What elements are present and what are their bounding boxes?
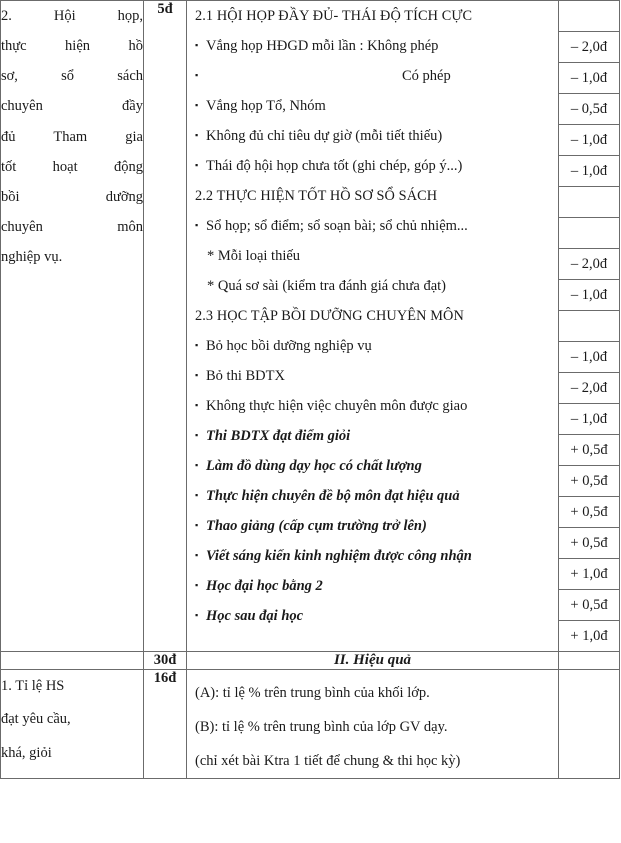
- points-value: [559, 310, 619, 341]
- criterion-line: thực hiện hồ: [1, 38, 143, 55]
- content-item: ▪Bỏ thi BDTX: [187, 361, 558, 391]
- points-column: [559, 670, 620, 779]
- content-item: ▪Không đủ chỉ tiêu dự giờ (mỗi tiết thiếu): [187, 121, 558, 151]
- points-value: + 1,0đ: [559, 620, 619, 651]
- points-value: + 0,5đ: [559, 465, 619, 496]
- square-bullet-icon: [195, 61, 206, 90]
- criterion-cell: [1, 670, 144, 779]
- points-column: [559, 1, 620, 652]
- points-value: – 1,0đ: [559, 124, 619, 155]
- criterion-line: chuyên đầy: [1, 98, 143, 115]
- criterion-line: đạt yêu cầu,: [1, 711, 71, 728]
- criterion-line: khá, giỏi: [1, 744, 52, 761]
- points-value: [559, 1, 619, 31]
- points-value: + 0,5đ: [559, 589, 619, 620]
- content-item: ▪Viết sáng kiến kinh nghiệm được công nhận: [187, 541, 558, 571]
- points-value: [559, 186, 619, 217]
- points-value: + 1,0đ: [559, 558, 619, 589]
- content-item: ▪Thái độ hội họp chưa tốt (ghi chép, góp ý...): [187, 151, 558, 181]
- criterion-line: sơ, sổ sách: [1, 68, 143, 85]
- square-bullet-icon: [195, 601, 206, 630]
- square-bullet-icon: [195, 121, 206, 150]
- points-value: + 0,5đ: [559, 434, 619, 465]
- content-heading: 2.2 THỰC HIỆN TỐT HỒ SƠ SỔ SÁCH: [195, 188, 438, 204]
- points-value: – 1,0đ: [559, 341, 619, 372]
- content-item: ▪Bỏ học bồi dưỡng nghiệp vụ: [187, 331, 558, 361]
- section-title: II. Hiệu quả: [187, 652, 559, 670]
- section-row: [1, 652, 620, 670]
- square-bullet-icon: [195, 151, 206, 180]
- table-row: [1, 1, 620, 652]
- criterion-line: 1. Tỉ lệ HS: [1, 678, 65, 694]
- points-value: + 0,5đ: [559, 527, 619, 558]
- criterion-line: bồi dưỡng: [1, 188, 143, 205]
- criterion-line: chuyên môn: [1, 219, 143, 236]
- section-score: 30đ: [144, 652, 187, 670]
- criterion-score: 5đ: [144, 1, 187, 652]
- points-value: – 2,0đ: [559, 31, 619, 62]
- square-bullet-icon: [195, 451, 206, 480]
- points-value: + 0,5đ: [559, 496, 619, 527]
- content-heading: 2.3 HỌC TẬP BỒI DƯỠNG CHUYÊN MÔN: [195, 308, 464, 324]
- content-item: ▪Vắng họp HĐGD mỗi lần : Không phép: [187, 31, 558, 61]
- section-criterion: [1, 652, 144, 670]
- square-bullet-icon: [195, 391, 206, 420]
- square-bullet-icon: [195, 361, 206, 390]
- content-item: (chỉ xét bài Ktra 1 tiết để chung & thi học kỳ): [195, 753, 461, 769]
- square-bullet-icon: [195, 481, 206, 510]
- content-heading: 2.1 HỘI HỌP ĐẦY ĐỦ- THÁI ĐỘ TÍCH CỰC: [195, 8, 473, 24]
- content-item: ▪Không thực hiện việc chuyên môn được giao: [187, 391, 558, 421]
- square-bullet-icon: [195, 541, 206, 570]
- points-value: – 1,0đ: [559, 279, 619, 310]
- content-item: ▪Có phép: [187, 61, 558, 91]
- section-points: [559, 652, 620, 670]
- square-bullet-icon: [195, 91, 206, 120]
- content-subitem: * Quá sơ sài (kiểm tra đánh giá chưa đạt): [207, 278, 446, 294]
- square-bullet-icon: [195, 511, 206, 540]
- square-bullet-icon: [195, 421, 206, 450]
- criterion-line: đủ Tham gia: [1, 128, 143, 145]
- content-item: ▪Làm đồ dùng dạy học có chất lượng: [187, 451, 558, 481]
- square-bullet-icon: [195, 331, 206, 360]
- content-item: ▪Học sau đại học: [187, 601, 558, 631]
- content-item: ▪Sổ họp; sổ điểm; sổ soạn bài; sổ chủ nhiệm...: [187, 211, 558, 241]
- content-item: (A): tỉ lệ % trên trung bình của khối lớp.: [195, 685, 430, 701]
- points-value: [559, 217, 619, 248]
- table-row: [1, 670, 620, 779]
- content-item: ▪Thực hiện chuyên đề bộ môn đạt hiệu quả: [187, 481, 558, 511]
- square-bullet-icon: [195, 211, 206, 240]
- criterion-content: [187, 670, 559, 779]
- points-value: – 0,5đ: [559, 93, 619, 124]
- criterion-line: nghiệp vụ.: [1, 249, 63, 266]
- points-value: – 2,0đ: [559, 372, 619, 403]
- criterion-cell: [1, 1, 144, 652]
- points-value: – 1,0đ: [559, 155, 619, 186]
- criterion-score: 16đ: [144, 670, 187, 779]
- content-item: (B): tỉ lệ % trên trung bình của lớp GV dạy.: [195, 719, 448, 735]
- content-item: ▪Học đại học bằng 2: [187, 571, 558, 601]
- content-item: ▪Thao giảng (cấp cụm trường trở lên): [187, 511, 558, 541]
- content-item: ▪Thi BDTX đạt điểm giỏi: [187, 421, 558, 451]
- points-value: – 1,0đ: [559, 62, 619, 93]
- content-subitem: * Mỗi loại thiếu: [207, 248, 301, 264]
- points-value: – 2,0đ: [559, 248, 619, 279]
- criterion-line: 2. Hội họp,: [1, 8, 143, 24]
- criterion-line: tốt hoạt động: [1, 158, 143, 175]
- criterion-content: [187, 1, 559, 652]
- square-bullet-icon: [195, 571, 206, 600]
- points-value: – 1,0đ: [559, 403, 619, 434]
- square-bullet-icon: [195, 31, 206, 60]
- content-item: ▪Vắng họp Tổ, Nhóm: [187, 91, 558, 121]
